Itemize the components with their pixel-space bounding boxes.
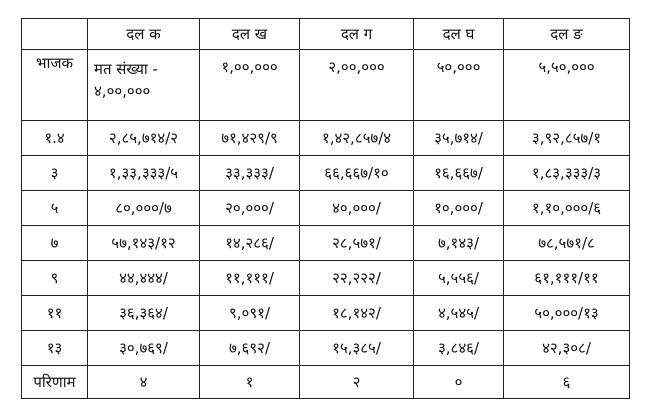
quotient-cell: ४२,३०८/ [504,331,630,366]
quotient-cell: ६१,१११/११ [504,261,630,296]
corner-cell [22,19,88,50]
quotient-cell: ४०,०००/ [300,191,414,226]
party-header: दल क [88,19,200,50]
quotient-cell: २,८५,७१४/२ [88,121,200,156]
quotient-cell: ३३,३३३/ [200,156,300,191]
quotient-cell: १०,०००/ [414,191,504,226]
votes-row [22,50,630,121]
party-header: दल ख [200,19,300,50]
divisor-cell: ९ [22,261,88,296]
votes-label: मत संख्या - ४,००,००० [88,50,200,121]
result-label: परिणाम [22,366,88,399]
divisor-cell: १३ [22,331,88,366]
table-row [22,296,630,331]
table-row [22,261,630,296]
seat-count: १ [200,366,300,399]
quotient-cell: १५,३८५/ [300,331,414,366]
divisor-cell: ५ [22,191,88,226]
table-row [22,226,630,261]
result-row [22,366,630,399]
table-row [22,331,630,366]
quotient-cell: ९,०९१/ [200,296,300,331]
quotient-cell: ६६,६६७/१० [300,156,414,191]
quotient-cell: १८,१४२/ [300,296,414,331]
quotient-cell: १,१०,०००/६ [504,191,630,226]
party-header: दल ङ [504,19,630,50]
quotient-cell: ३६,३६४/ [88,296,200,331]
divisor-cell: १.४ [22,121,88,156]
quotient-cell: ४,५४५/ [414,296,504,331]
quotient-cell: १६,६६७/ [414,156,504,191]
header-row [22,19,630,50]
divisor-cell: ७ [22,226,88,261]
seat-count: ४ [88,366,200,399]
table-row [22,121,630,156]
quotient-cell: २८,५७१/ [300,226,414,261]
divisor-header: भाजक [22,50,88,121]
table-row [22,191,630,226]
party-header: दल ग [300,19,414,50]
quotient-cell: ३५,७१४/ [414,121,504,156]
quotient-cell: १,८३,३३३/३ [504,156,630,191]
quotient-cell: ५७,१४३/१२ [88,226,200,261]
divisor-cell: ११ [22,296,88,331]
quotient-cell: १,३३,३३३/५ [88,156,200,191]
party-header: दल घ [414,19,504,50]
quotient-cell: ५०,०००/१३ [504,296,630,331]
quotient-cell: १४,२८६/ [200,226,300,261]
quotient-cell: ३,९२,८५७/१ [504,121,630,156]
quotient-cell: १,४२,८५७/४ [300,121,414,156]
quotient-cell: २०,०००/ [200,191,300,226]
quotient-cell: ११,१११/ [200,261,300,296]
seat-count: २ [300,366,414,399]
quotient-cell: ७१,४२९/९ [200,121,300,156]
seat-count: ० [414,366,504,399]
quotient-cell: ८०,०००/७ [88,191,200,226]
table-row [22,156,630,191]
quotient-cell: ७८,५७१/८ [504,226,630,261]
quotient-cell: ४४,४४४/ [88,261,200,296]
quotient-cell: ७,६९२/ [200,331,300,366]
dhondt-seat-allocation-table [21,18,630,399]
votes-value: १,००,००० [200,50,300,121]
votes-value: ५,५०,००० [504,50,630,121]
quotient-cell: ३,८४६/ [414,331,504,366]
quotient-cell: ७,१४३/ [414,226,504,261]
divisor-cell: ३ [22,156,88,191]
quotient-cell: २२,२२२/ [300,261,414,296]
quotient-cell: ५,५५६/ [414,261,504,296]
quotient-cell: ३०,७६९/ [88,331,200,366]
votes-value: ५०,००० [414,50,504,121]
votes-value: २,००,००० [300,50,414,121]
seat-count: ६ [504,366,630,399]
